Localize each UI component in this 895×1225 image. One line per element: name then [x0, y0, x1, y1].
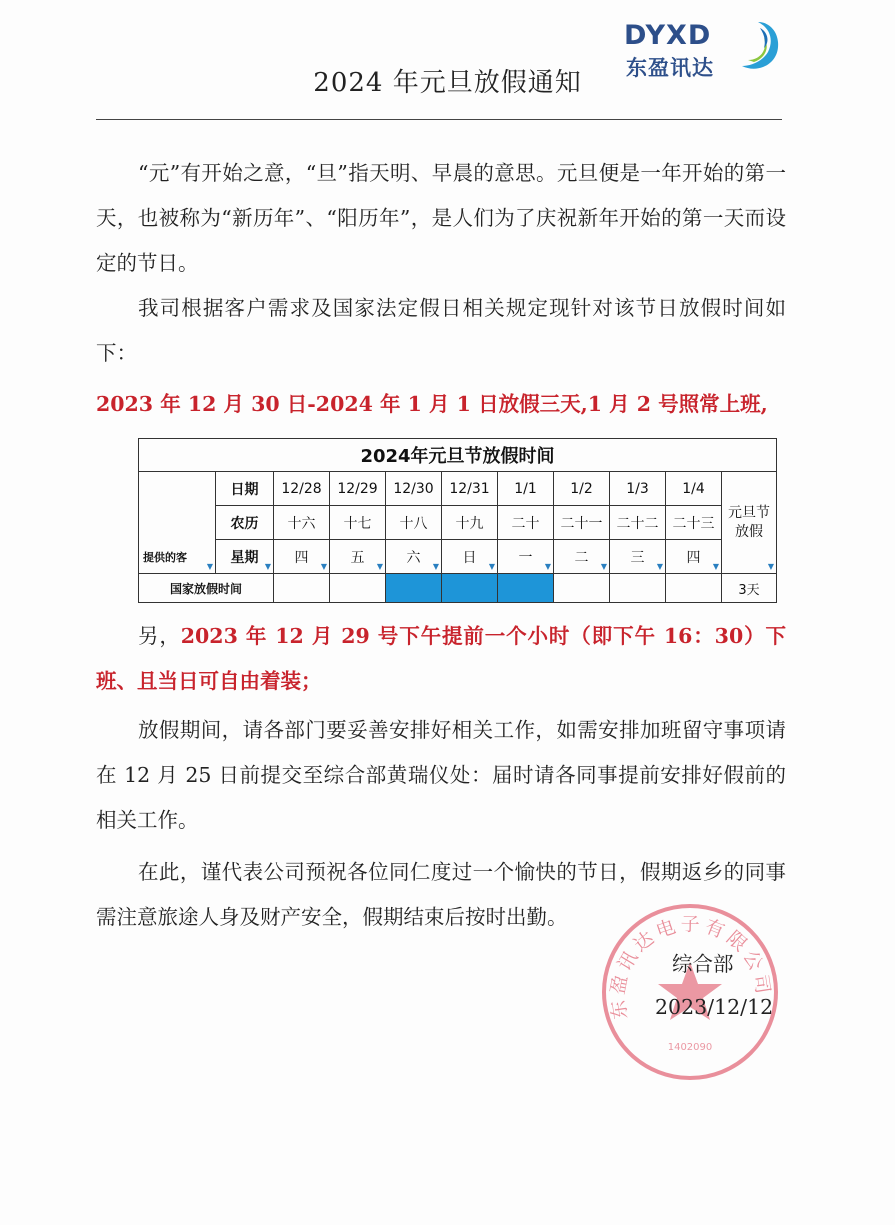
arrangement-paragraph: 放假期间，请各部门要妥善安排好相关工作，如需安排加班留守事项请在 12 月 25 日前提交至综合部黄瑞仪处：届时请各同事提前安排好假前的相关工作。 — [96, 718, 786, 832]
weekday-value: 四 — [294, 549, 309, 566]
page-title: 2024 年元旦放假通知 — [313, 68, 582, 98]
national-cell — [274, 574, 330, 603]
lunar-cell: 二十一 — [554, 506, 610, 540]
weekday-cell — [274, 540, 330, 574]
date-cell: 1/3 — [610, 472, 666, 506]
dropdown-arrow-icon[interactable]: ▼ — [206, 562, 213, 571]
dropdown-arrow-icon[interactable]: ▼ — [264, 562, 271, 571]
signature-date: 2023/12/12 — [655, 995, 774, 1019]
dropdown-arrow-icon[interactable]: ▼ — [544, 562, 551, 571]
logo-latin-text: DYXD — [624, 20, 712, 51]
national-cell-holiday — [386, 574, 442, 603]
logo-chinese-text: 东盈讯达 — [626, 56, 714, 80]
date-cell: 12/30 — [386, 472, 442, 506]
date-cell: 1/4 — [666, 472, 722, 506]
weekday-cell — [386, 540, 442, 574]
date-cell: 1/1 — [498, 472, 554, 506]
dropdown-arrow-icon[interactable]: ▼ — [656, 562, 663, 571]
weekday-cell — [330, 540, 386, 574]
row-label-date: 日期 — [216, 472, 274, 506]
early-leave-paragraph — [96, 614, 786, 704]
svg-text:东盈讯达电子有限公司: 东盈讯达电子有限公司 — [606, 913, 775, 1021]
date-cell: 12/31 — [442, 472, 498, 506]
holiday-schedule-table — [138, 438, 777, 603]
national-cell-holiday — [498, 574, 554, 603]
row-label-national: 国家放假时间 — [139, 574, 274, 603]
national-cell — [666, 574, 722, 603]
dropdown-arrow-icon[interactable]: ▼ — [712, 562, 719, 571]
weekday-cell — [498, 540, 554, 574]
lunar-cell: 十七 — [330, 506, 386, 540]
lunar-cell: 十六 — [274, 506, 330, 540]
weekday-value: 一 — [518, 549, 533, 566]
dropdown-arrow-icon[interactable]: ▼ — [376, 562, 383, 571]
weekday-value: 五 — [350, 549, 365, 566]
table-corner-cell — [139, 472, 216, 574]
company-seal-icon — [598, 900, 783, 1085]
weekday-value: 四 — [686, 549, 701, 566]
dropdown-arrow-icon[interactable]: ▼ — [488, 562, 495, 571]
weekday-value: 二 — [574, 549, 589, 566]
greeting-paragraph: 在此，谨代表公司预祝各位同仁度过一个愉快的节日，假期返乡的同事需注意旅途人身及财产安全，假期结束后按时出勤。 — [96, 860, 786, 929]
dropdown-arrow-icon[interactable]: ▼ — [320, 562, 327, 571]
weekday-cell — [442, 540, 498, 574]
date-cell: 12/28 — [274, 472, 330, 506]
early-leave-prefix: 另， — [138, 624, 181, 648]
dropdown-arrow-icon[interactable]: ▼ — [432, 562, 439, 571]
dropdown-arrow-icon[interactable]: ▼ — [600, 562, 607, 571]
lunar-cell: 二十 — [498, 506, 554, 540]
table-title: 2024年元旦节放假时间 — [139, 439, 777, 472]
title-divider — [96, 119, 782, 120]
national-cell-holiday — [442, 574, 498, 603]
date-cell: 1/2 — [554, 472, 610, 506]
date-cell: 12/29 — [330, 472, 386, 506]
national-cell — [330, 574, 386, 603]
dropdown-arrow-icon[interactable]: ▼ — [767, 562, 775, 571]
holiday-header-cell — [722, 472, 777, 574]
holiday-header-label: 元旦节放假 — [728, 504, 771, 540]
lunar-cell: 二十二 — [610, 506, 666, 540]
early-leave-highlight: 2023 年 12 月 29 号下午提前一个小时（即下午 16：30）下班、且当日可自由着装； — [96, 624, 786, 693]
row-label-lunar: 农历 — [216, 506, 274, 540]
weekday-label: 星期 — [230, 549, 259, 566]
weekday-cell — [554, 540, 610, 574]
holiday-total-cell: 3天 — [722, 574, 777, 603]
lunar-cell: 十九 — [442, 506, 498, 540]
svg-text:1402090: 1402090 — [667, 1042, 713, 1053]
intro-paragraph: “元”有开始之意，“旦”指天明、早晨的意思。元旦便是一年开始的第一天，也被称为“新历年”、“阳历年”，是人们为了庆祝新年开始的第一天而设定的节日。 — [96, 161, 786, 275]
lunar-cell: 十八 — [386, 506, 442, 540]
national-cell — [610, 574, 666, 603]
weekday-cell — [666, 540, 722, 574]
national-cell — [554, 574, 610, 603]
policy-paragraph: 我司根据客户需求及国家法定假日相关规定现针对该节日放假时间如下： — [96, 296, 786, 365]
corner-label: 提供的客 — [143, 551, 187, 564]
signature-department: 综合部 — [672, 952, 734, 976]
holiday-dates-highlight: 2023 年 12 月 30 日-2024 年 1 月 1 日放假三天,1 月 2 号照常上班, — [96, 392, 768, 416]
lunar-cell: 二十三 — [666, 506, 722, 540]
weekday-value: 六 — [406, 549, 421, 566]
weekday-cell — [610, 540, 666, 574]
row-label-weekday — [216, 540, 274, 574]
weekday-value: 日 — [462, 549, 477, 566]
weekday-value: 三 — [630, 549, 645, 566]
